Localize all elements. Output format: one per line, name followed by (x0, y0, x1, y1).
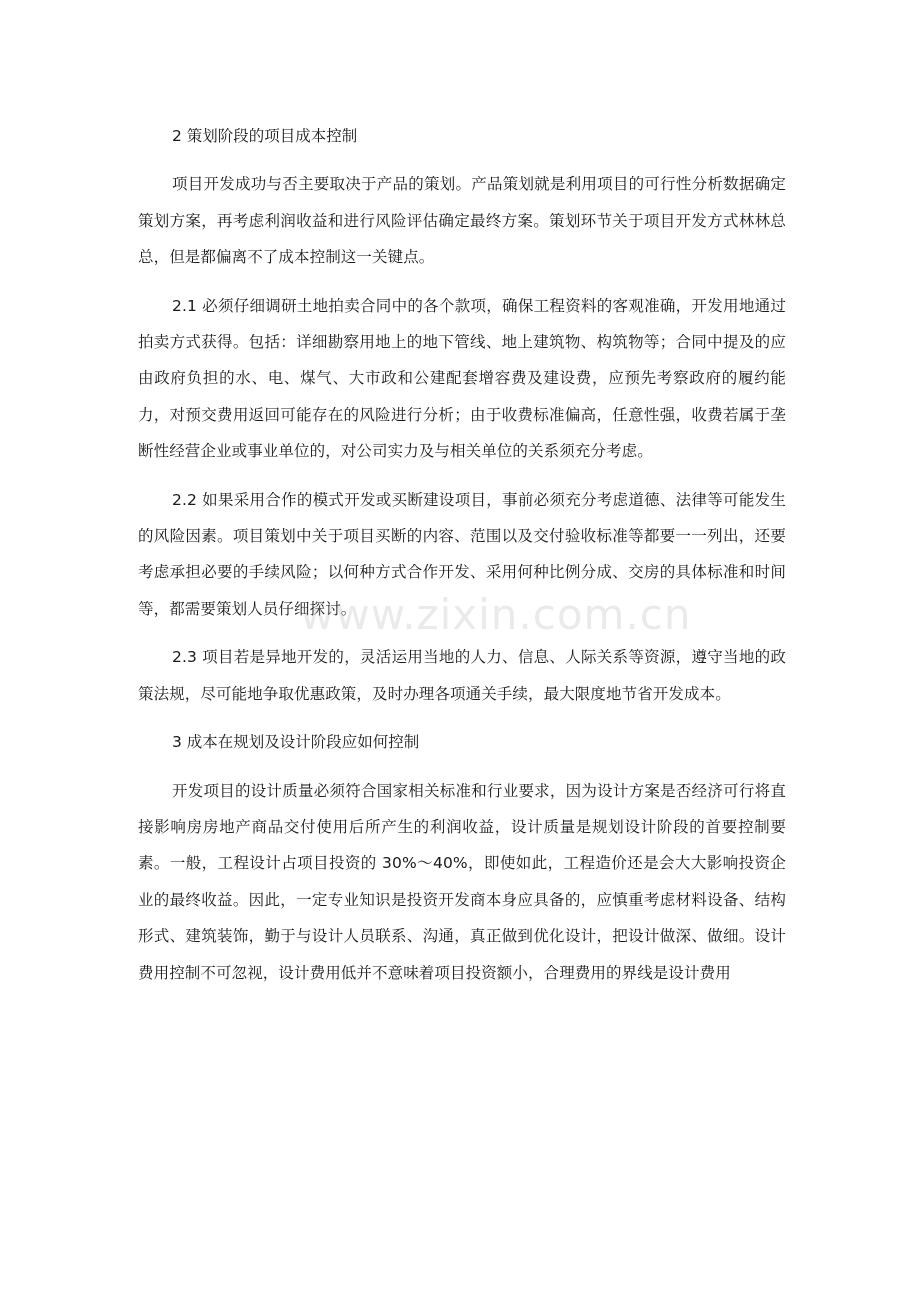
paragraph-2-2: 2.2 如果采用合作的模式开发或买断建设项目，事前必须充分考虑道德、法律等可能发生的风险因素。项目策划中关于项目买断的内容、范围以及交付验收标准等都要一一列出，还要考虑承担必要的手续风险；以何种方式合作开发、采用何种比例分成、交房的具体标准和时间等，都需要策划人员仔细探讨。 (138, 490, 786, 618)
watermark-text: www.zixin.com.cn (300, 590, 692, 639)
paragraph-design-cost: 开发项目的设计质量必须符合国家相关标准和行业要求，因为设计方案是否经济可行将直接影响房房地产商品交付使用后所产生的利润收益，设计质量是规划设计阶段的首要控制要素。一般，工程设计占项目投资的 30%～40%，即使如此，工程造价还是会大大影响投资企业的最终收益。因此，一定专业知识是投资开发商本身应具备的，应慎重考虑材料设备、结构形式、建筑装饰，勤于与设计人员联系、沟通，真正做到优化设计，把设计做深、做细。设计费用控制不可忽视，设计费用低并不意味着项目投资额小，合理费用的界线是设计费用 (138, 781, 786, 982)
document-body (138, 118, 786, 1003)
paragraph-2-3: 2.3 项目若是异地开发的，灵活运用当地的人力、信息、人际关系等资源，遵守当地的政策法规，尽可能地争取优惠政策，及时办理各项通关手续，最大限度地节省开发成本。 (138, 648, 786, 703)
section-heading-3: 3 成本在规划及设计阶段应如何控制 (172, 733, 420, 752)
paragraph-planning-intro: 项目开发成功与否主要取决于产品的策划。产品策划就是利用项目的可行性分析数据确定策划方案，再考虑利润收益和进行风险评估确定最终方案。策划环节关于项目开发方式林林总总，但是都偏离不了成本控制这一关键点。 (138, 175, 786, 267)
paragraph-2-1: 2.1 必须仔细调研土地拍卖合同中的各个款项，确保工程资料的客观准确，开发用地通过拍卖方式获得。包括：详细勘察用地上的地下管线、地上建筑物、构筑物等；合同中提及的应由政府负担的水、电、煤气、大市政和公建配套增容费及建设费，应预先考察政府的履约能力，对预交费用返回可能存在的风险进行分析；由于收费标准偏高，任意性强，收费若属于垄断性经营企业或事业单位的，对公司实力及与相关单位的关系须充分考虑。 (138, 296, 786, 461)
section-heading-2: 2 策划阶段的项目成本控制 (172, 127, 358, 145)
